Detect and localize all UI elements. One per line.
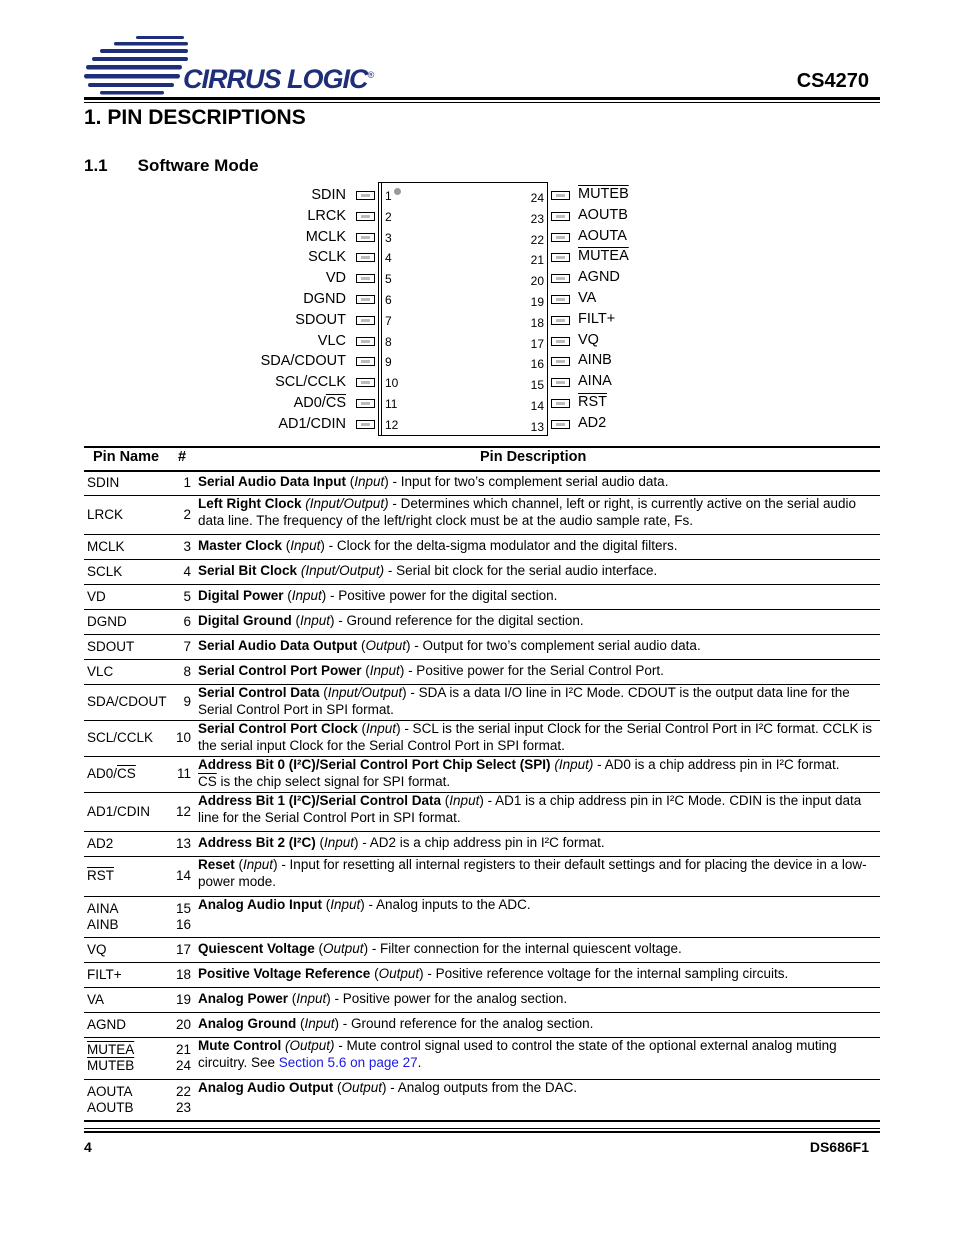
pin-number-cell — [168, 564, 191, 580]
pin-name-line: VLC — [87, 663, 114, 679]
pin-function-title: Left Right Clock — [198, 496, 302, 511]
pin-pad-left — [356, 295, 375, 304]
pin-number-cell — [168, 901, 191, 933]
pin-number-cell — [168, 942, 191, 958]
pin-number-left: 1 — [385, 189, 392, 203]
pin-pad-right — [551, 378, 570, 387]
pin-io-type: (Input/Output) — [300, 563, 385, 578]
subsection-title: Software Mode — [137, 156, 259, 175]
pin-function-title: Master Clock — [198, 538, 283, 553]
pin-name-cell — [87, 992, 104, 1008]
pin-io-type: Input — [290, 538, 321, 553]
subsection-number: 1.1 — [84, 156, 108, 175]
pin-description-cell: Serial Control Port Clock (Input) - SCL is the serial input Clock for the Serial Control Port in I²C format. CCLK is the serial input Clock for the Serial Control Port in SPI format. — [198, 721, 872, 753]
pin-io-type: Input — [366, 721, 397, 736]
pin-number-cell — [168, 614, 191, 630]
pin-name-line: SDOUT — [87, 638, 135, 654]
pin-io-type: Input — [304, 1016, 335, 1031]
pin-name-line: AD2 — [87, 835, 114, 851]
table-row-rule — [84, 634, 880, 635]
pin-description-text: - Analog outputs from the DAC. — [386, 1080, 578, 1095]
pin-name-line: AD1/CDIN — [87, 803, 151, 819]
pin-pad-left — [356, 274, 375, 283]
header-rule — [84, 97, 880, 100]
pin-name-cell — [87, 639, 134, 655]
pin-number-cell — [168, 664, 191, 680]
pin-io-type: Input/Output — [327, 685, 403, 700]
pin-name-cell — [87, 589, 106, 605]
pin-description-text: - Ground reference for the digital section. — [334, 613, 584, 628]
pin-io-type: Input — [354, 474, 385, 489]
pin-io-type: Output — [365, 638, 407, 653]
ic-package-edge — [381, 182, 382, 436]
pin-io-type: Input — [369, 663, 400, 678]
pin-io-type: Input — [449, 793, 480, 808]
pin-name-cell — [87, 1042, 134, 1074]
pin-description-text: - Serial bit clock for the serial audio interface. — [384, 563, 658, 578]
pin-name-overlined: $\overline{CS}$ — [117, 766, 136, 781]
pin-description-cell: Analog Audio Output (Output) - Analog outputs from the DAC. — [198, 1080, 578, 1095]
pin-description-text: - Ground reference for the analog section. — [339, 1016, 594, 1031]
pin-io-type: Output — [341, 1080, 382, 1095]
pin-number-cell — [168, 992, 191, 1008]
table-row-rule — [84, 831, 880, 832]
table-row-rule — [84, 937, 880, 938]
pin-function-title: Digital Power — [198, 588, 284, 603]
pin-number-cell — [168, 1017, 191, 1033]
pin-name-left: SDIN — [311, 187, 346, 203]
pin-number-right: 15 — [530, 378, 544, 393]
pin-name-left: SDOUT — [295, 311, 346, 328]
pin-function-title: Serial Control Port Power — [198, 663, 362, 678]
pin-name-right: AD2 — [578, 414, 607, 431]
pin-name-left — [294, 395, 346, 412]
pin-name-cell — [87, 614, 127, 630]
pin-number-line: 2 — [183, 506, 191, 522]
pin-description-text: - Positive power for the analog section. — [330, 991, 568, 1006]
pin-number-right: 13 — [530, 419, 544, 434]
pin-pad-right — [551, 191, 570, 200]
pin-description-cell: Serial Audio Data Input (Input) - Input for two’s complement serial audio data. — [198, 474, 669, 489]
pin-pad-right — [551, 316, 570, 325]
pin-number-cell — [168, 730, 191, 746]
pin-number-line: 12 — [175, 803, 191, 819]
pin-function-title: Analog Audio Input — [198, 897, 322, 912]
pin-pad-left — [356, 191, 375, 200]
section-link[interactable]: Section 5.6 on page 27 — [278, 1054, 418, 1070]
pin-number-left: 6 — [385, 293, 392, 307]
pin-name-cell — [87, 868, 114, 884]
pin-number-right: 17 — [530, 336, 544, 351]
pin-name-left: MCLK — [305, 228, 346, 245]
pin-number-left: 2 — [385, 209, 392, 224]
pin-function-title: Serial Audio Data Input — [198, 474, 347, 489]
pin-number-line: 15 — [175, 900, 191, 916]
pin-number-line: 7 — [183, 638, 191, 654]
pin1-marker — [394, 188, 401, 195]
pin-description-cell — [198, 496, 878, 529]
pin-name-right: FILT+ — [578, 310, 616, 327]
pin-description-cell: Digital Ground (Input) - Ground reference for the digital section. — [198, 613, 584, 628]
pin-name-left: VLC — [317, 332, 346, 349]
pin-description-cell: Serial Control Port Power (Input) - Positive power for the Serial Control Port. — [198, 663, 664, 678]
footer-rule — [84, 1131, 880, 1133]
pin-description-text: - SCL is the serial input Clock for the Serial Control Port in I²C format. CCLK is the serial input Clock for the Serial Control Port in SPI format. — [198, 721, 872, 753]
pin-number-cell — [168, 589, 191, 605]
pin-description-cell: Serial Audio Data Output (Output) - Output for two’s complement serial audio data. — [198, 638, 701, 653]
pin-function-title: Address Bit 2 (I²C) — [198, 835, 316, 850]
pin-description-cell: Serial Control Data (Input/Output) - SDA is a data I/O line in I²C Mode. CDOUT is the output data line for the Serial Control Port in SPI format. — [198, 685, 850, 717]
pin-name-cell — [87, 1084, 134, 1116]
pin-name-cell — [87, 942, 107, 958]
pin-name-cell — [87, 804, 150, 820]
pin-name-line: FILT+ — [87, 966, 122, 982]
pin-description-cell — [198, 757, 878, 790]
document-id: DS686F1 — [809, 1139, 869, 1155]
pin-description-cell: Analog Ground (Input) - Ground reference for the analog section. — [198, 1016, 594, 1031]
pin-function-title: Serial Audio Data Output — [198, 638, 358, 653]
pin-name-part: AD0/ — [293, 395, 326, 411]
pin-name-part: AD0/ — [87, 766, 118, 781]
part-number: CS4270 — [796, 70, 869, 92]
pin-description-text: - Positive power for the Serial Control Port. — [404, 663, 664, 678]
pin-number-line: 14 — [175, 868, 191, 883]
pin-description-cell: Analog Power (Input) - Positive power for the analog section. — [198, 991, 568, 1006]
pin-name-line: AGND — [87, 1016, 127, 1032]
pin-number-line: 18 — [175, 966, 191, 982]
pin-io-type: Input — [324, 835, 355, 850]
pin-number-cell — [168, 836, 191, 852]
pin-number-cell — [168, 639, 191, 655]
pin-number-right: 21 — [530, 253, 544, 268]
pin-description-text: - Input for resetting all internal registers to their default settings and for placing the device in a low-power mode. — [198, 857, 867, 889]
pin-number-cell — [168, 804, 191, 820]
pin-name-right: VA — [578, 290, 597, 306]
pin-pad-left — [356, 316, 375, 325]
pin-name-cell — [87, 539, 125, 555]
pin-name-left: SDA/CDOUT — [260, 353, 346, 370]
pin-number-left: 8 — [385, 334, 392, 349]
pin-number-right: 14 — [530, 399, 544, 413]
pin-io-type-label: Input/Output — [309, 496, 385, 511]
pin-io-type: Output — [323, 941, 364, 956]
pin-io-type-label: Input — [558, 757, 589, 772]
pin-name-cell — [87, 967, 122, 983]
pin-description-cell: Reset (Input) - Input for resetting all internal registers to their default settings and for placing the device in a low-power mode. — [198, 857, 867, 889]
pin-number-right: 16 — [530, 357, 544, 372]
pin-number-line: 13 — [175, 835, 191, 851]
pin-name-cell — [87, 475, 119, 491]
header-rule-thin — [84, 102, 880, 103]
pin-io-type: Input — [291, 588, 322, 603]
pin-name-left: VD — [325, 270, 346, 287]
pin-name-line: MUTEA — [87, 1042, 135, 1057]
pin-name-line: SDA/CDOUT — [87, 694, 167, 709]
pin-description-cell — [198, 563, 878, 580]
pin-function-title: Mute Control — [198, 1038, 282, 1053]
pin-io-type: Input — [330, 897, 361, 912]
pin-name-right: AINA — [578, 373, 612, 390]
pin-name-line: MCLK — [87, 538, 125, 554]
pin-number-line: 4 — [183, 563, 191, 579]
pin-description-cell: Master Clock (Input) - Clock for the delta-sigma modulator and the digital filters. — [198, 538, 678, 553]
pin-pad-left — [356, 357, 375, 366]
pin-name-right: $\overline{RST}$ — [578, 394, 607, 410]
pin-pad-right — [551, 212, 570, 221]
pin-pad-right — [551, 295, 570, 304]
pin-name-right: MUTEB — [578, 186, 629, 202]
pin-number-cell — [168, 507, 191, 523]
pin-number-line: 8 — [183, 663, 191, 679]
table-row-rule — [84, 659, 880, 660]
pin-description-text: - Input for two’s complement serial audio data. — [388, 474, 669, 489]
table-row-rule — [84, 962, 880, 963]
pin-name-cell — [87, 664, 113, 680]
page-number: 4 — [84, 1139, 92, 1155]
pin-number-line: 16 — [175, 916, 191, 932]
pin-description-text: - Positive power for the digital section. — [326, 588, 558, 603]
pin-name-cell — [87, 836, 113, 852]
pin-function-title: Digital Ground — [198, 613, 292, 628]
pin-name-line: SCL/CCLK — [87, 730, 154, 745]
pin-number-right: 22 — [530, 232, 544, 247]
pin-description-text: - Filter connection for the internal quiescent voltage. — [368, 941, 682, 956]
table-row-rule — [84, 470, 880, 472]
pin-number-line: 19 — [175, 991, 191, 1007]
pin-name-cell — [87, 564, 122, 580]
pin-io-type-label: Input/Output — [305, 563, 380, 578]
pin-name-right: AOUTB — [578, 206, 628, 223]
pin-pad-right — [551, 337, 570, 346]
pin-name-left: LRCK — [307, 207, 346, 224]
pin-name-line: AOUTA — [87, 1083, 133, 1099]
pin-number-right: 19 — [530, 295, 544, 309]
pin-name-right: AINB — [578, 352, 612, 369]
pin-name-cell — [87, 901, 119, 933]
pin-number-line: 24 — [175, 1058, 191, 1073]
pin-number-line: 21 — [175, 1042, 191, 1057]
pin-io-type: (Output) — [285, 1038, 335, 1053]
pin-name-line: DGND — [87, 613, 127, 629]
pin-function-title: Analog Power — [198, 991, 289, 1006]
pin-number-line: 5 — [183, 588, 191, 604]
pin-description-text: - Positive reference voltage for the internal sampling circuits. — [423, 966, 789, 981]
pin-name-line: AOUTB — [87, 1099, 134, 1115]
table-row-rule — [84, 534, 880, 535]
pin-name-line: MUTEB — [87, 1058, 135, 1073]
col-header-pin-number: # — [178, 449, 187, 465]
pin-function-title: Analog Audio Output — [198, 1080, 334, 1095]
table-row-rule — [84, 987, 880, 988]
pin-name-cell — [87, 766, 136, 782]
pin-description-text: - Clock for the delta-sigma modulator and the digital filters. — [324, 538, 678, 553]
pin-number-right: 20 — [530, 274, 544, 289]
pin-number-left: 11 — [385, 397, 398, 411]
pin-name-right: MUTEA — [578, 248, 629, 265]
pin-io-type: Input — [296, 991, 327, 1006]
pin-description-cell: Positive Voltage Reference (Output) - Positive reference voltage for the internal sampling circuits. — [198, 966, 789, 981]
pin-number-line: 22 — [175, 1083, 191, 1099]
pin-pad-left — [356, 420, 375, 429]
pin-io-type: (Input) — [554, 757, 594, 772]
pin-pad-left — [356, 253, 375, 262]
pin-description-overlined: $\overline{CS}$ — [198, 773, 217, 789]
pin-function-title: Serial Bit Clock — [198, 563, 298, 578]
pin-description-text: - Determines which channel, left or right, is currently active on the serial audio data line. The frequency of the left/right clock must be at the audio sample rate, Fs. — [198, 496, 857, 528]
pin-number-cell — [168, 1084, 191, 1116]
table-top-rule — [84, 446, 880, 448]
pin-name-line: AINB — [87, 916, 119, 932]
pin-io-type: (Input/Output) — [305, 496, 389, 511]
pin-number-right: 18 — [530, 315, 544, 330]
pin-description-text: . — [417, 1054, 422, 1070]
pin-number-left: 10 — [385, 376, 399, 391]
pin-io-type-label: Output — [289, 1038, 331, 1053]
pin-name-overlined: $\overline{CS}$ — [325, 395, 346, 411]
footer-rule-thin — [84, 1128, 880, 1129]
pin-name-cell — [87, 730, 153, 746]
pin-function-title: Address Bit 1 (I²C)/Serial Control Data — [198, 793, 442, 808]
pin-pad-right — [551, 420, 570, 429]
pin-pad-right — [551, 274, 570, 283]
pin-number-line: 9 — [183, 694, 191, 709]
pin-number-cell — [168, 967, 191, 983]
pin-number-left: 7 — [385, 313, 392, 328]
pin-pad-left — [356, 337, 375, 346]
pin-function-title: Serial Control Data — [198, 685, 320, 700]
pin-name-line: LRCK — [87, 506, 124, 522]
pin-name-right: AGND — [578, 269, 620, 286]
pin-name-line: $\overline{RST}$ — [87, 868, 114, 883]
table-row-rule — [84, 609, 880, 610]
pin-name-right: AOUTA — [578, 227, 627, 244]
pin-description-cell: Analog Audio Input (Input) - Analog inputs to the ADC. — [198, 897, 531, 912]
pin-name-left: SCL/CCLK — [275, 374, 346, 391]
table-row-rule — [84, 559, 880, 560]
pin-number-right: 24 — [530, 191, 544, 205]
pin-name-line: VQ — [87, 941, 107, 957]
pin-number-left: 4 — [385, 251, 392, 266]
ic-package-outline — [378, 182, 548, 436]
pin-pad-right — [551, 233, 570, 242]
pin-number-line: 23 — [175, 1099, 191, 1115]
pin-name-left: AD1/CDIN — [278, 415, 346, 432]
pin-number-line: 1 — [183, 474, 191, 490]
pin-name-right: VQ — [578, 331, 599, 348]
pin-description-text: - AD0 is a chip address pin in I²C format. — [593, 757, 840, 772]
table-row-rule — [84, 1120, 880, 1122]
pin-io-type: Input — [300, 613, 331, 628]
col-header-pin-description: Pin Description — [480, 449, 587, 465]
pin-number-cell — [168, 694, 191, 710]
pin-number-cell — [168, 475, 191, 491]
table-row-rule — [84, 584, 880, 585]
pin-number-line: 17 — [175, 941, 191, 957]
pin-name-left: SCLK — [308, 249, 346, 266]
pin-function-title: Reset — [198, 857, 235, 872]
pin-name-line: AINA — [87, 900, 119, 916]
pin-description-cell: Quiescent Voltage (Output) - Filter connection for the internal quiescent voltage. — [198, 941, 682, 956]
pin-description-cell: Address Bit 1 (I²C)/Serial Control Data (Input) - AD1 is a chip address pin in I²C Mode. CDIN is the input data line for the Serial Control Port in SPI format. — [198, 793, 862, 825]
pin-number-cell — [168, 1042, 191, 1074]
pin-pad-left — [356, 212, 375, 221]
pin-number-left: 5 — [385, 272, 392, 287]
pin-function-title: Serial Control Port Clock — [198, 721, 358, 736]
pin-number-line: 6 — [183, 613, 191, 629]
table-row-rule — [84, 1012, 880, 1013]
logo-wordmark: CIRRUS LOGIC® — [183, 64, 374, 94]
pin-number-line: 10 — [175, 730, 191, 745]
pin-function-title: Analog Ground — [198, 1016, 297, 1031]
pin-name-line: SDIN — [87, 474, 120, 490]
pin-description-text: - SDA is a data I/O line in I²C Mode. CDOUT is the output data line for the Serial Control Port in SPI format. — [198, 685, 850, 717]
pin-pad-left — [356, 233, 375, 242]
pin-pad-right — [551, 357, 570, 366]
pin-description-text: - Output for two’s complement serial audio data. — [410, 638, 701, 653]
section-heading: 1. PIN DESCRIPTIONS — [84, 106, 306, 129]
pin-number-cell — [168, 868, 191, 884]
pin-description-text: - Mute control signal used to control the state of the optional external analog muting circuitry. See — [198, 1038, 837, 1070]
pin-name-line: VA — [87, 991, 105, 1007]
pin-pad-right — [551, 399, 570, 408]
pin-pad-right — [551, 253, 570, 262]
pin-number-line: 3 — [183, 538, 191, 554]
pin-function-title: Address Bit 0 (I²C)/Serial Control Port Chip Select (SPI) — [198, 757, 551, 772]
pin-number-cell — [168, 539, 191, 555]
pin-name-cell — [87, 1017, 126, 1033]
col-header-pin-name: Pin Name — [93, 449, 160, 465]
pin-io-type: Input — [243, 857, 274, 872]
pin-number-line: 11 — [176, 766, 191, 781]
pin-name-line: SCLK — [87, 563, 123, 579]
pin-pad-left — [356, 378, 375, 387]
pin-description-text: - Analog inputs to the ADC. — [364, 897, 531, 912]
pin-description-text: is the chip select signal for SPI format. — [216, 773, 451, 789]
pin-number-cell — [168, 766, 191, 782]
pin-description-text: - AD1 is a chip address pin in I²C Mode. CDIN is the input data line for the Serial Control Port in SPI format. — [198, 793, 862, 825]
pin-name-cell — [87, 507, 123, 523]
pin-number-line: 20 — [175, 1016, 191, 1032]
pin-pad-left — [356, 399, 375, 408]
pin-io-type: Output — [378, 966, 420, 981]
pin-description-cell: Digital Power (Input) - Positive power for the digital section. — [198, 588, 558, 603]
subsection-heading — [84, 156, 259, 176]
pin-number-left: 12 — [385, 417, 399, 432]
pin-description-text: - AD2 is a chip address pin in I²C format. — [358, 835, 605, 850]
pin-name-cell — [87, 694, 167, 710]
pin-number-right: 23 — [530, 211, 544, 226]
pin-function-title: Quiescent Voltage — [198, 941, 315, 956]
pin-function-title: Positive Voltage Reference — [198, 966, 371, 981]
pin-number-left: 3 — [385, 230, 392, 245]
pin-name-line: VD — [87, 588, 106, 604]
pin-description-cell — [198, 1038, 878, 1071]
pin-description-cell: Address Bit 2 (I²C) (Input) - AD2 is a chip address pin in I²C format. — [198, 835, 605, 850]
pin-name-left: DGND — [303, 291, 346, 307]
pin-number-left: 9 — [385, 355, 392, 370]
